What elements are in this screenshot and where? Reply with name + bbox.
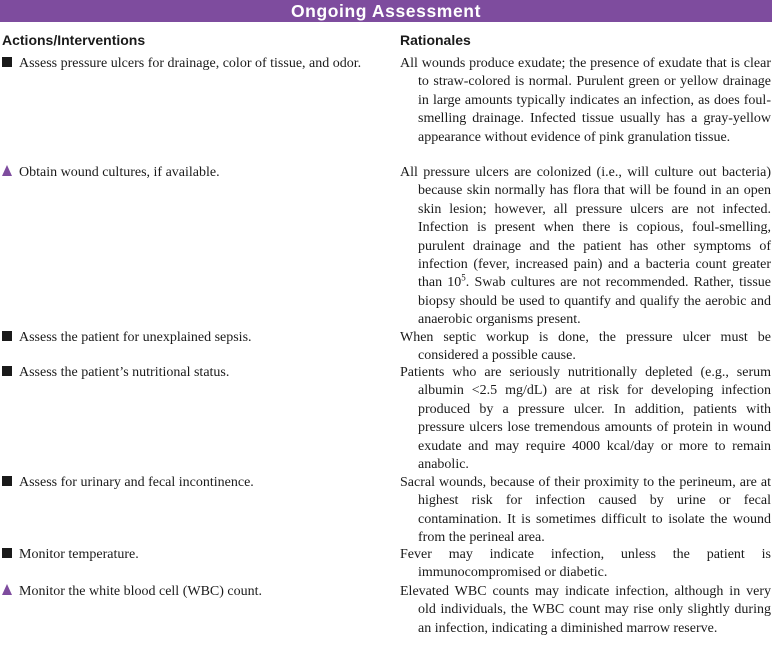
rationale-cell [400, 474, 771, 548]
rationale-cell [400, 55, 771, 147]
action-cell [2, 164, 397, 182]
column-header-actions: Actions/Interventions [2, 32, 146, 48]
action-cell [2, 474, 397, 492]
square-bullet-icon [2, 329, 19, 347]
action-text: Obtain wound cultures, if available. [19, 165, 220, 180]
action-text: Monitor the white blood cell (WBC) count. [19, 584, 263, 599]
rationale-cell [400, 329, 771, 366]
rationale-cell [400, 546, 771, 583]
action-cell [2, 329, 397, 347]
rationale-text-continued: . Swab cultures are not recommended. Rather, tissue biopsy should be used to quantify and qualify the aerobic and anaerobic organisms present. [418, 275, 771, 328]
action-text: Monitor temperature. [19, 547, 139, 562]
rationale-text: Sacral wounds, because of their proximity to the perineum, are at highest risk for infection caused by urine or fecal contamination. It is sometimes difficult to isolate the wound from the perineal area. [400, 475, 771, 546]
rationale-cell [400, 583, 771, 638]
column-header-rationales: Rationales [400, 32, 471, 48]
section-title: Ongoing Assessment [290, 1, 482, 21]
rationale-text: Patients who are seriously nutritionally depleted (e.g., serum albumin <2.5 mg/dL) are at risk for developing infection produced by a pressure ulcer. In addition, patients with pressure ulcers lose tremendous amounts of protein in wound exudate and may require 4000 kcal/day or more to remain anabolic. [400, 365, 771, 473]
action-text: Assess the patient for unexplained sepsis. [19, 330, 252, 345]
square-bullet-icon [2, 546, 19, 564]
action-cell [2, 55, 397, 73]
action-cell [2, 583, 397, 601]
rationale-text: Elevated WBC counts may indicate infection, although in very old individuals, the WBC count may rise only slightly during an infection, indicating a diminished marrow reserve. [400, 584, 771, 636]
rationale-cell [400, 164, 771, 330]
square-bullet-icon [2, 474, 19, 492]
triangle-bullet-icon [2, 164, 19, 182]
triangle-bullet-icon [2, 583, 19, 601]
rationale-cell [400, 364, 771, 474]
section-banner [0, 0, 772, 22]
action-cell [2, 546, 397, 564]
action-text: Assess pressure ulcers for drainage, color of tissue, and odor. [19, 56, 362, 71]
rationale-text: All wounds produce exudate; the presence of exudate that is clear to straw-colored is normal. Purulent green or yellow drainage in large amounts typically indicates an infection, as does foul-smelling drainage. Infected tissue usually has a gray-yellow appearance without evidence of pink granulation tissue. [400, 56, 771, 145]
square-bullet-icon [2, 55, 19, 73]
rationale-exponent: 5 [461, 272, 466, 283]
action-cell [2, 364, 397, 382]
rationale-text: All pressure ulcers are colonized (i.e., will culture out bacteria) because skin normally has flora that will be found in an open skin lesion; however, all pressure ulcers are not infected. Infection is present when there is copious, foul-smelling, purulent drainage and the patient has other symptoms of infection (fever, increased pain) and a bacteria count greater than 10 [400, 165, 771, 291]
action-text: Assess the patient’s nutritional status. [19, 365, 230, 380]
rationale-text: When septic workup is done, the pressure ulcer must be considered a possible cause. [400, 330, 771, 364]
rationale-text: Fever may indicate infection, unless the patient is immunocompromised or diabetic. [400, 547, 771, 581]
square-bullet-icon [2, 364, 19, 382]
action-text: Assess for urinary and fecal incontinence. [19, 475, 254, 490]
